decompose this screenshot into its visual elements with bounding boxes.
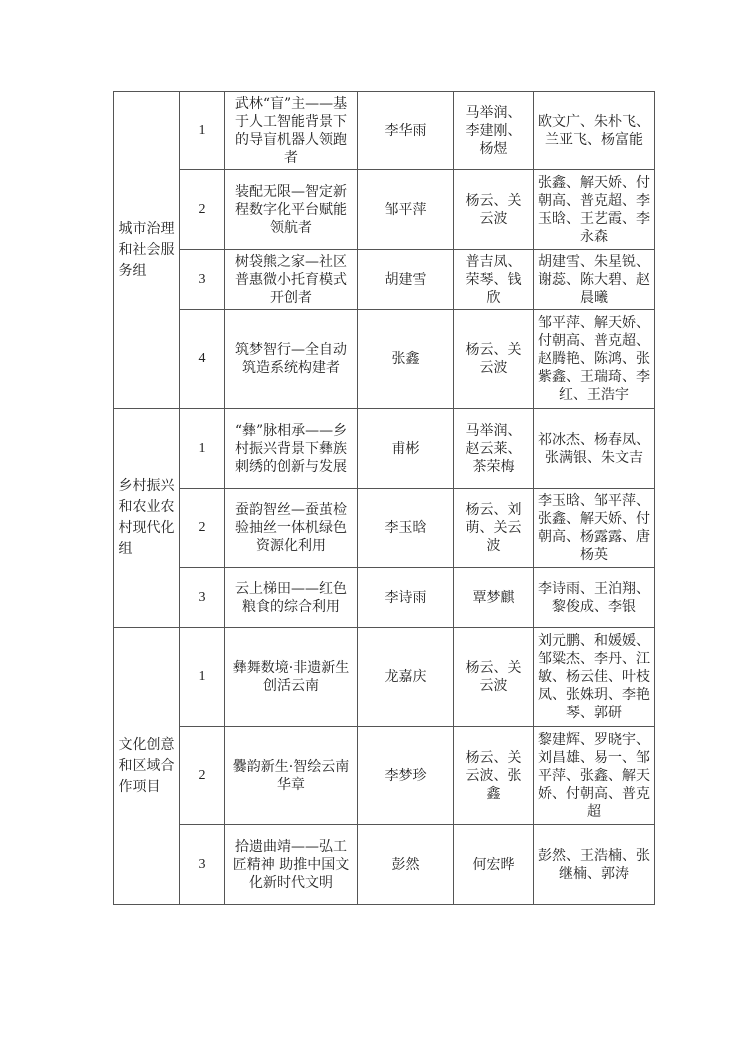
- row-number: 2: [180, 727, 225, 825]
- project-name: 武林“盲”主——基于人工智能背景下的导盲机器人领跑者: [225, 92, 358, 170]
- advisors: 普吉凤、荣琴、钱欣: [454, 250, 534, 310]
- row-number: 3: [180, 568, 225, 628]
- members: 刘元鹏、和媛媛、邹粱杰、李丹、江敏、杨云佳、叶枝凤、张姝玥、李艳琴、郭研: [534, 628, 655, 727]
- row-number: 3: [180, 250, 225, 310]
- leader-name: 张鑫: [358, 310, 454, 409]
- table-row: [114, 489, 655, 568]
- group-cell: 文化创意和区域合作项目: [114, 628, 180, 905]
- advisors: 覃梦麒: [454, 568, 534, 628]
- row-number: 2: [180, 170, 225, 250]
- row-number: 2: [180, 489, 225, 568]
- members: 彭然、王浩楠、张继楠、郭涛: [534, 825, 655, 905]
- group-cell: 乡村振兴和农业农村现代化组: [114, 409, 180, 628]
- leader-name: 彭然: [358, 825, 454, 905]
- table-row: [114, 727, 655, 825]
- table-row: [114, 628, 655, 727]
- members: 李玉晗、邹平萍、张鑫、解天娇、付朝高、杨露露、唐杨英: [534, 489, 655, 568]
- members: 祁冰杰、杨春凤、张满银、朱文吉: [534, 409, 655, 489]
- row-number: 1: [180, 628, 225, 727]
- leader-name: 李诗雨: [358, 568, 454, 628]
- advisors: 杨云、关云波: [454, 310, 534, 409]
- members: 张鑫、解天娇、付朝高、普克超、李玉晗、王艺霞、李永森: [534, 170, 655, 250]
- members: 黎建辉、罗晓宇、刘昌雄、易一、邹平萍、张鑫、解天娇、付朝高、普克超: [534, 727, 655, 825]
- advisors: 杨云、关云波: [454, 628, 534, 727]
- row-number: 4: [180, 310, 225, 409]
- table-row: [114, 250, 655, 310]
- members: 邹平萍、解天娇、付朝高、普克超、赵腾艳、陈鸿、张紫鑫、王瑞琦、李红、王浩宇: [534, 310, 655, 409]
- advisors: 杨云、关云波: [454, 170, 534, 250]
- project-name: 拾遗曲靖——弘工匠精神 助推中国文化新时代文明: [225, 825, 358, 905]
- award-table: [113, 91, 655, 905]
- project-name: “彝”脉相承——乡村振兴背景下彝族刺绣的创新与发展: [225, 409, 358, 489]
- project-name: 蚕韵智丝—蚕茧检验抽丝一体机绿色资源化利用: [225, 489, 358, 568]
- advisors: 何宏晔: [454, 825, 534, 905]
- leader-name: 邹平萍: [358, 170, 454, 250]
- table-row: [114, 409, 655, 489]
- leader-name: 李梦珍: [358, 727, 454, 825]
- advisors: 杨云、刘萌、关云波: [454, 489, 534, 568]
- advisors: 马举润、赵云莱、茶荣梅: [454, 409, 534, 489]
- leader-name: 龙嘉庆: [358, 628, 454, 727]
- project-name: 装配无限—智定新程数字化平台赋能领航者: [225, 170, 358, 250]
- table-row: [114, 568, 655, 628]
- leader-name: 李玉晗: [358, 489, 454, 568]
- members: 李诗雨、王泊翔、黎俊成、李银: [534, 568, 655, 628]
- table-row: [114, 310, 655, 409]
- row-number: 3: [180, 825, 225, 905]
- project-name: 彝舞数境·非遗新生创活云南: [225, 628, 358, 727]
- table-row: [114, 170, 655, 250]
- table-row: [114, 825, 655, 905]
- leader-name: 胡建雪: [358, 250, 454, 310]
- group-cell: 城市治理和社会服务组: [114, 92, 180, 409]
- leader-name: 李华雨: [358, 92, 454, 170]
- advisors: 杨云、关云波、张鑫: [454, 727, 534, 825]
- row-number: 1: [180, 92, 225, 170]
- project-name: 筑梦智行—全自动筑造系统构建者: [225, 310, 358, 409]
- table-row: [114, 92, 655, 170]
- project-name: 树袋熊之家—社区普惠微小托育模式开创者: [225, 250, 358, 310]
- project-name: 爨韵新生·智绘云南华章: [225, 727, 358, 825]
- members: 欧文广、朱朴飞、兰亚飞、杨富能: [534, 92, 655, 170]
- advisors: 马举润、李建刚、杨煜: [454, 92, 534, 170]
- members: 胡建雪、朱星锐、谢蕊、陈大碧、赵晨曦: [534, 250, 655, 310]
- project-name: 云上梯田——红色粮食的综合利用: [225, 568, 358, 628]
- leader-name: 甫彬: [358, 409, 454, 489]
- row-number: 1: [180, 409, 225, 489]
